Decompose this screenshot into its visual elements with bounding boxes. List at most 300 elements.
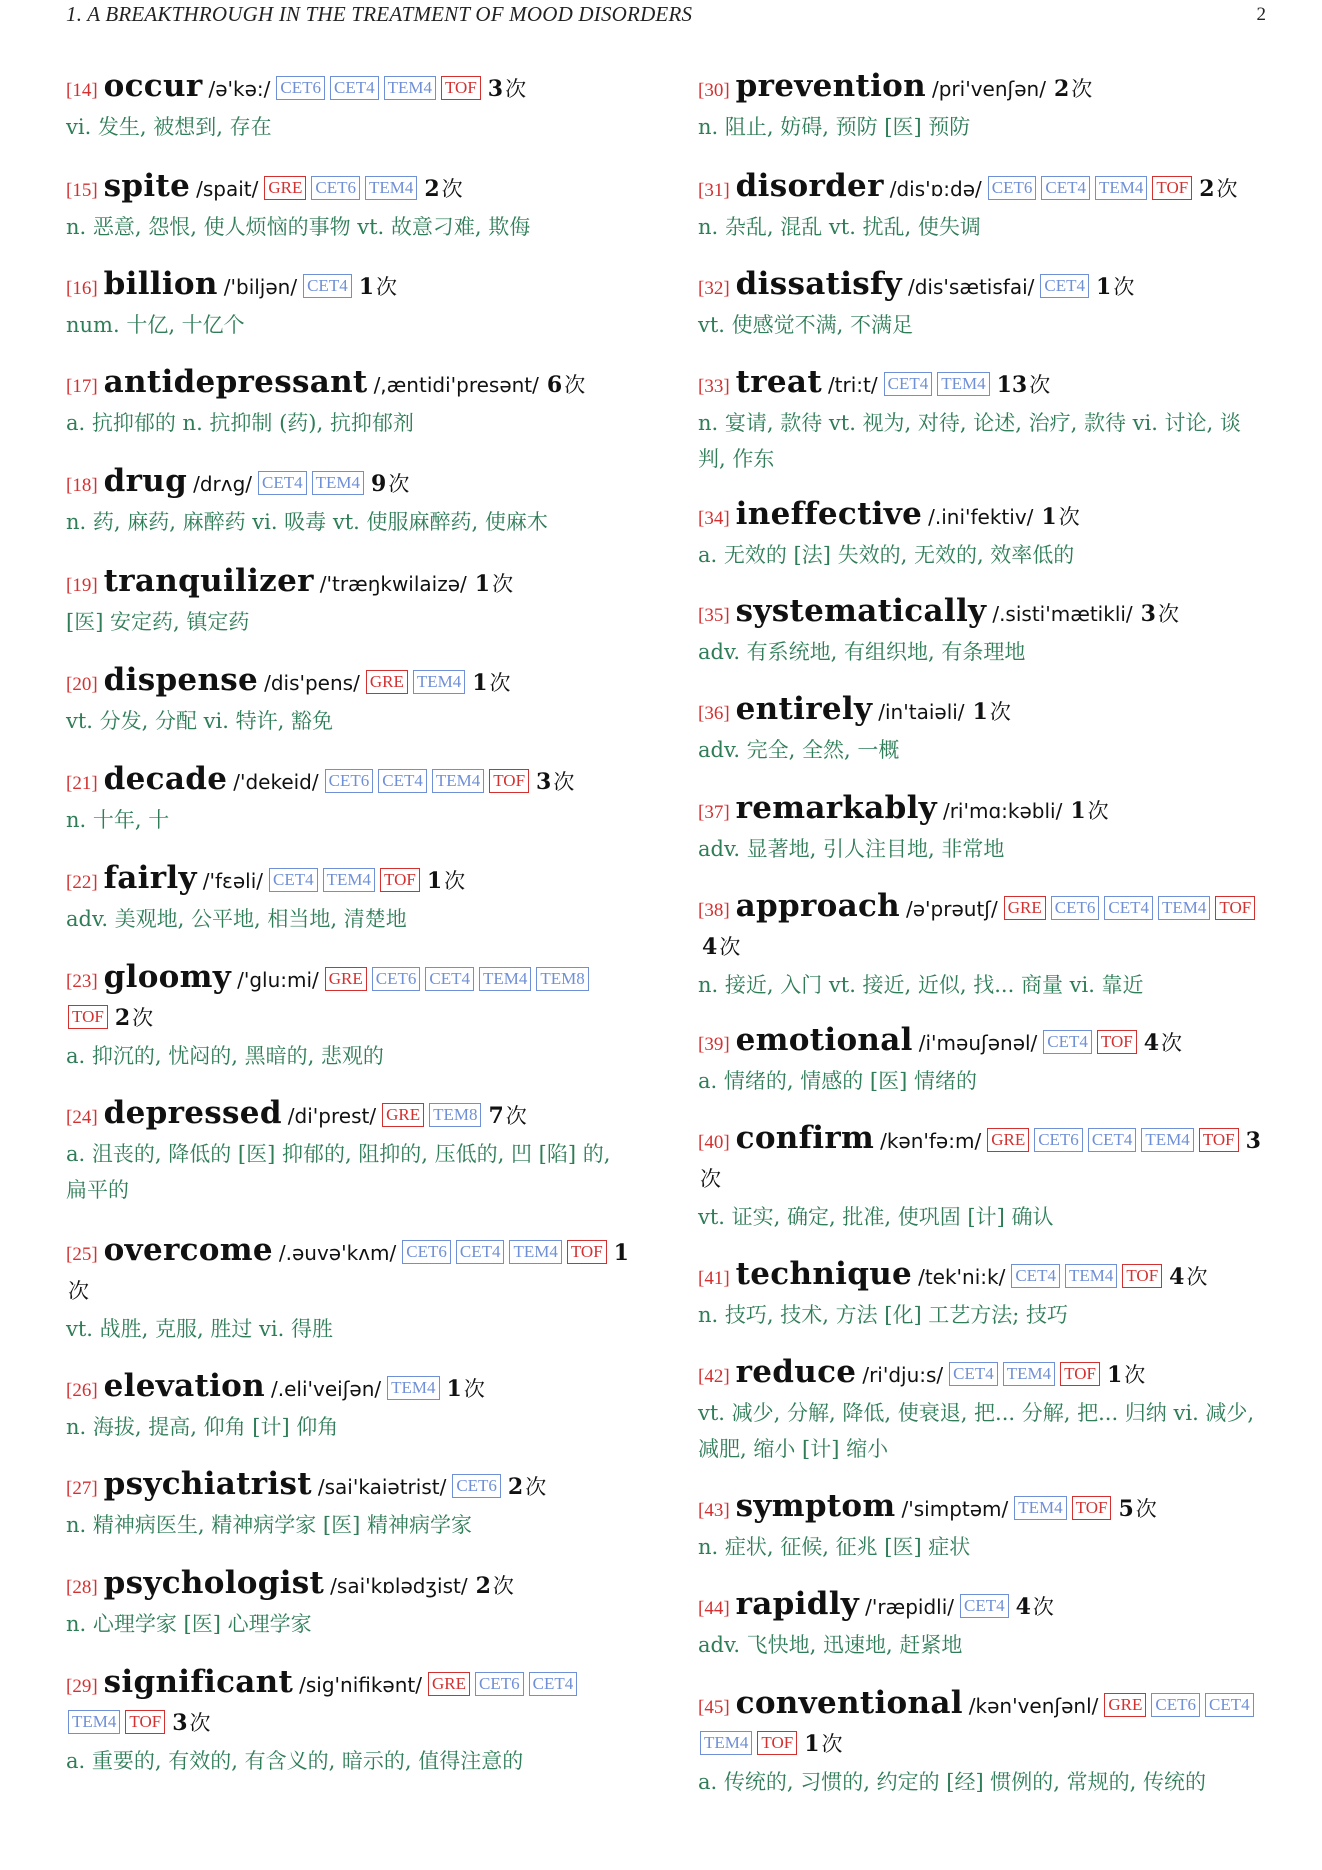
exam-tag: GRE (325, 967, 367, 991)
definition: a. 无效的 [法] 失效的, 无效的, 效率低的 (698, 543, 1075, 567)
entry-number: [28] (66, 1577, 98, 1598)
exam-tag: CET6 (402, 1240, 451, 1264)
phonetic: /kən'fə:m/ (880, 1129, 982, 1153)
entry-headline (698, 1022, 1268, 1063)
headword: decade (103, 761, 228, 797)
exam-tag: GRE (382, 1103, 424, 1127)
entry-number: [35] (698, 605, 730, 626)
definition: vt. 减少, 分解, 降低, 使衰退, 把... 分解, 把... 归纳 vi. 减少, 减肥, 缩小 [计] 缩小 (698, 1401, 1255, 1461)
exam-tag: TEM4 (413, 670, 465, 694)
frequency-count: 1 (446, 1376, 462, 1402)
exam-tag: TOF (1199, 1128, 1239, 1152)
definition: adv. 显著地, 引人注目地, 非常地 (698, 837, 1005, 861)
entry-number: [33] (698, 376, 730, 397)
exam-tag: TOF (1060, 1362, 1100, 1386)
exam-tag: TOF (441, 76, 481, 100)
frequency-unit: 次 (553, 770, 575, 794)
frequency-count: 3 (1245, 1128, 1261, 1154)
vocab-entry (698, 68, 1268, 145)
definition: a. 传统的, 习惯的, 约定的 [经] 惯例的, 常规的, 传统的 (698, 1770, 1207, 1794)
entry-number: [42] (698, 1366, 730, 1387)
entry-number: [25] (66, 1244, 98, 1265)
exam-tag: GRE (366, 670, 408, 694)
headword: overcome (103, 1232, 273, 1268)
exam-tag: GRE (428, 1672, 470, 1696)
vocab-entry (698, 266, 1268, 343)
definition: n. 十年, 十 (66, 808, 170, 832)
page-number: 2 (1256, 4, 1266, 25)
headword: gloomy (103, 959, 232, 995)
phonetic: /drʌg/ (193, 472, 253, 496)
exam-tag: TOF (567, 1240, 607, 1264)
exam-tag: CET6 (1151, 1693, 1200, 1717)
definition: adv. 美观地, 公平地, 相当地, 清楚地 (66, 907, 407, 931)
frequency-unit: 次 (1124, 1363, 1146, 1387)
entry-number: [29] (66, 1676, 98, 1697)
vocab-entry (66, 1565, 636, 1642)
frequency-unit: 次 (189, 1711, 211, 1735)
frequency-count: 7 (488, 1103, 504, 1129)
entry-number: [39] (698, 1034, 730, 1055)
frequency-unit: 次 (132, 1006, 154, 1030)
exam-tag: TEM4 (509, 1240, 561, 1264)
vocab-entry (66, 1664, 636, 1779)
exam-tag: TEM4 (1014, 1496, 1066, 1520)
exam-tag: TEM4 (479, 967, 531, 991)
definition: n. 恶意, 怨恨, 使人烦恼的事物 vt. 故意刁难, 欺侮 (66, 215, 531, 239)
frequency-count: 2 (507, 1474, 524, 1500)
entry-number: [37] (698, 802, 730, 823)
entry-number: [18] (66, 475, 98, 496)
headword: emotional (735, 1022, 913, 1058)
frequency-count: 1 (358, 274, 375, 300)
entry-headline (66, 1232, 636, 1311)
exam-tag: TOF (1152, 176, 1192, 200)
exam-tag: TEM4 (1003, 1362, 1055, 1386)
definition: vt. 战胜, 克服, 胜过 vi. 得胜 (66, 1317, 333, 1341)
headword: conventional (735, 1685, 963, 1721)
phonetic: /.sisti'mætikli/ (992, 602, 1133, 626)
vocab-entry (66, 563, 636, 640)
frequency-count: 1 (1070, 798, 1086, 824)
phonetic: /i'məuʃənəl/ (918, 1031, 1038, 1055)
entry-number: [21] (66, 773, 98, 794)
entry-headline (698, 1685, 1268, 1764)
frequency-unit: 次 (1029, 373, 1051, 397)
phonetic: /in'taiəli/ (878, 700, 965, 724)
entry-headline (66, 1565, 636, 1606)
vocab-entry (66, 1466, 636, 1543)
entry-headline (66, 761, 636, 802)
exam-tag: TEM4 (312, 471, 364, 495)
phonetic: /'simptəm/ (901, 1497, 1009, 1521)
frequency-unit: 次 (68, 1279, 89, 1303)
definition: n. 心理学家 [医] 心理学家 (66, 1612, 312, 1636)
phonetic: /'dekeid/ (233, 770, 319, 794)
headword: reduce (735, 1354, 857, 1390)
exam-tag: TEM4 (700, 1731, 752, 1755)
phonetic: /ri'mɑ:kəbli/ (942, 799, 1063, 823)
entry-headline (66, 662, 636, 703)
exam-tag: CET4 (1043, 1030, 1092, 1054)
chapter-title: 1. A BREAKTHROUGH IN THE TREATMENT OF MOOD DISORDERS (66, 2, 693, 26)
frequency-unit: 次 (489, 671, 511, 695)
exam-tag: CET4 (1040, 274, 1089, 298)
entry-headline (698, 1120, 1268, 1199)
phonetic: /'ræpidli/ (865, 1595, 954, 1619)
exam-tag: TOF (1215, 896, 1255, 920)
definition: [医] 安定药, 镇定药 (66, 610, 250, 634)
exam-tag: TEM4 (1158, 896, 1210, 920)
exam-tag: CET4 (949, 1362, 998, 1386)
exam-tag: CET6 (452, 1474, 501, 1498)
definition: vt. 证实, 确定, 批准, 使巩固 [计] 确认 (698, 1205, 1054, 1229)
exam-tag: TEM4 (365, 176, 417, 200)
headword: depressed (103, 1095, 282, 1131)
entry-number: [24] (66, 1107, 98, 1128)
entry-number: [23] (66, 971, 98, 992)
entry-number: [16] (66, 278, 98, 299)
frequency-unit: 次 (1216, 177, 1238, 201)
entry-number: [17] (66, 376, 98, 397)
frequency-unit: 次 (376, 275, 398, 299)
headword: occur (103, 68, 203, 104)
exam-tag: TOF (1072, 1496, 1112, 1520)
headword: dispense (103, 662, 259, 698)
exam-tag: CET4 (1088, 1128, 1137, 1152)
exam-tag: CET4 (378, 769, 427, 793)
vocab-entry (698, 1120, 1268, 1235)
entry-headline (698, 68, 1268, 109)
entry-number: [15] (66, 180, 98, 201)
frequency-count: 3 (487, 76, 504, 102)
frequency-count: 1 (972, 699, 988, 725)
frequency-unit: 次 (441, 177, 463, 201)
frequency-unit: 次 (1161, 1031, 1183, 1055)
exam-tag: GRE (264, 176, 306, 200)
frequency-count: 3 (1140, 601, 1156, 627)
frequency-unit: 次 (525, 1475, 547, 1499)
headword: rapidly (735, 1586, 860, 1622)
headword: ineffective (735, 496, 923, 532)
vocab-entry (66, 68, 636, 145)
frequency-unit: 次 (1071, 77, 1093, 101)
vocab-entry (66, 1095, 636, 1208)
entry-headline (698, 364, 1268, 405)
exam-tag: TEM4 (937, 372, 989, 396)
headword: fairly (103, 860, 197, 896)
entry-headline (66, 68, 636, 109)
definition: n. 阻止, 妨碍, 预防 [医] 预防 (698, 115, 971, 139)
frequency-unit: 次 (505, 1104, 527, 1128)
vocab-entry (698, 888, 1268, 1003)
entry-number: [44] (698, 1598, 730, 1619)
vocab-entry (66, 1368, 636, 1445)
frequency-count: 2 (114, 1005, 131, 1031)
exam-tag: TOF (125, 1710, 165, 1734)
exam-tag: CET6 (1034, 1128, 1083, 1152)
entry-headline (66, 1368, 636, 1409)
exam-tag: CET6 (475, 1672, 524, 1696)
phonetic: /dis'sætisfai/ (908, 275, 1035, 299)
frequency-count: 1 (1096, 274, 1112, 300)
headword: disorder (735, 168, 884, 204)
entry-headline (698, 888, 1268, 967)
entry-headline (66, 860, 636, 901)
headword: entirely (735, 691, 873, 727)
exam-tag: TEM4 (387, 1376, 439, 1400)
frequency-count: 1 (613, 1240, 629, 1266)
frequency-unit: 次 (463, 1377, 485, 1401)
entry-headline (66, 463, 636, 504)
frequency-count: 6 (546, 372, 563, 398)
vocab-entry (698, 1685, 1268, 1800)
frequency-count: 4 (702, 934, 718, 960)
frequency-count: 1 (1041, 504, 1057, 530)
exam-tag: CET4 (269, 868, 318, 892)
exam-tag: CET6 (276, 76, 325, 100)
entry-number: [27] (66, 1478, 98, 1499)
phonetic: /.eli'veiʃən/ (271, 1377, 382, 1401)
phonetic: /.əuvə'kʌm/ (278, 1241, 397, 1265)
headword: remarkably (735, 790, 937, 826)
frequency-unit: 次 (1113, 275, 1135, 299)
phonetic: /'træŋkwilaizə/ (319, 572, 467, 596)
frequency-count: 2 (1053, 76, 1070, 102)
definition: a. 沮丧的, 降低的 [医] 抑郁的, 阻抑的, 压低的, 凹 [陷] 的, 扁平的 (66, 1142, 611, 1202)
vocab-entry (66, 266, 636, 343)
exam-tag: TOF (1097, 1030, 1137, 1054)
vocab-entry (698, 496, 1268, 573)
frequency-unit: 次 (719, 935, 741, 959)
definition: n. 药, 麻药, 麻醉药 vi. 吸毒 vt. 使服麻醉药, 使麻木 (66, 510, 548, 534)
frequency-count: 4 (1169, 1264, 1185, 1290)
frequency-unit: 次 (492, 1574, 514, 1598)
phonetic: /pri'venʃən/ (931, 77, 1046, 101)
vocab-entry (66, 463, 636, 540)
definition: a. 重要的, 有效的, 有含义的, 暗示的, 值得注意的 (66, 1749, 524, 1773)
frequency-unit: 次 (388, 472, 410, 496)
entry-headline (66, 1664, 636, 1743)
entry-headline (698, 1586, 1268, 1627)
vocab-entry (698, 1022, 1268, 1099)
exam-tag: CET4 (529, 1672, 578, 1696)
phonetic: /,æntidi'presənt/ (373, 373, 539, 397)
exam-tag: TEM4 (432, 769, 484, 793)
definition: vi. 发生, 被想到, 存在 (66, 115, 272, 139)
vocab-entry (698, 1488, 1268, 1565)
frequency-unit: 次 (700, 1167, 721, 1191)
headword: approach (735, 888, 901, 924)
exam-tag: TOF (380, 868, 420, 892)
headword: billion (103, 266, 218, 302)
vocab-entry (66, 168, 636, 245)
exam-tag: CET4 (258, 471, 307, 495)
exam-tag: GRE (987, 1128, 1029, 1152)
exam-tag: TOF (757, 1731, 797, 1755)
phonetic: /ə'kə:/ (208, 77, 271, 101)
entry-number: [26] (66, 1380, 98, 1401)
definition: adv. 完全, 全然, 一概 (698, 738, 900, 762)
exam-tag: TEM4 (1095, 176, 1147, 200)
exam-tag: CET4 (884, 372, 933, 396)
phonetic: /kən'venʃənl/ (968, 1694, 1099, 1718)
entry-headline (66, 1466, 636, 1507)
exam-tag: TEM4 (68, 1710, 120, 1734)
headword: treat (735, 364, 822, 400)
vocab-entry (698, 1586, 1268, 1663)
phonetic: /.ini'fektiv/ (928, 505, 1034, 529)
exam-tag: CET4 (1104, 896, 1153, 920)
phonetic: /di'prest/ (287, 1104, 377, 1128)
page-header (66, 0, 1266, 32)
entry-number: [20] (66, 674, 98, 695)
exam-tag: CET6 (372, 967, 421, 991)
entry-headline (66, 364, 636, 405)
headword: spite (103, 168, 191, 204)
exam-tag: CET4 (330, 76, 379, 100)
frequency-count: 1 (426, 868, 443, 894)
entry-headline (698, 593, 1268, 634)
entry-headline (698, 266, 1268, 307)
frequency-count: 5 (1118, 1496, 1134, 1522)
exam-tag: TEM4 (1141, 1128, 1193, 1152)
headword: psychologist (103, 1565, 325, 1601)
exam-tag: CET6 (988, 176, 1037, 200)
frequency-count: 1 (472, 670, 488, 696)
vocab-entry (66, 959, 636, 1074)
entry-number: [45] (698, 1697, 730, 1718)
frequency-count: 1 (1106, 1362, 1123, 1388)
vocab-entry (698, 168, 1268, 245)
frequency-unit: 次 (1186, 1265, 1208, 1289)
frequency-count: 1 (804, 1731, 820, 1757)
definition: n. 技巧, 技术, 方法 [化] 工艺方法; 技巧 (698, 1303, 1069, 1327)
exam-tag: CET4 (1041, 176, 1090, 200)
entry-number: [32] (698, 278, 730, 299)
frequency-unit: 次 (564, 373, 586, 397)
definition: vt. 使感觉不满, 不满足 (698, 313, 914, 337)
entry-headline (698, 691, 1268, 732)
vocab-entry (66, 1232, 636, 1347)
entry-headline (66, 563, 636, 604)
definition: n. 症状, 征候, 征兆 [医] 症状 (698, 1535, 971, 1559)
headword: confirm (735, 1120, 875, 1156)
headword: technique (735, 1256, 913, 1292)
frequency-count: 13 (996, 372, 1028, 398)
definition: n. 杂乱, 混乱 vt. 扰乱, 使失调 (698, 215, 981, 239)
vocab-entry (66, 860, 636, 937)
entry-number: [30] (698, 80, 730, 101)
phonetic: /'glu:mi/ (237, 968, 319, 992)
entry-number: [41] (698, 1268, 730, 1289)
phonetic: /dis'ɒ:də/ (889, 177, 982, 201)
entry-number: [22] (66, 872, 98, 893)
frequency-count: 9 (371, 471, 387, 497)
vocab-entry (698, 691, 1268, 768)
exam-tag: CET4 (425, 967, 474, 991)
vocab-entry (66, 662, 636, 739)
definition: a. 抗抑郁的 n. 抗抑制 (药), 抗抑郁剂 (66, 411, 414, 435)
definition: n. 接近, 入门 vt. 接近, 近似, 找... 商量 vi. 靠近 (698, 973, 1144, 997)
vocab-entry (698, 790, 1268, 867)
exam-tag: CET4 (456, 1240, 505, 1264)
exam-tag: TEM4 (384, 76, 436, 100)
frequency-unit: 次 (1058, 505, 1080, 529)
definition: num. 十亿, 十亿个 (66, 313, 245, 337)
frequency-count: 4 (1015, 1594, 1031, 1620)
headword: psychiatrist (103, 1466, 312, 1502)
definition: n. 海拔, 提高, 仰角 [计] 仰角 (66, 1415, 339, 1439)
entry-number: [31] (698, 180, 730, 201)
entry-headline (66, 959, 636, 1038)
definition: vt. 分发, 分配 vi. 特许, 豁免 (66, 709, 333, 733)
exam-tag: CET6 (1051, 896, 1100, 920)
headword: significant (103, 1664, 294, 1700)
entry-number: [43] (698, 1500, 730, 1521)
frequency-unit: 次 (492, 572, 514, 596)
phonetic: /'fɛəli/ (202, 869, 264, 893)
entry-headline (698, 1354, 1268, 1395)
exam-tag: TEM4 (1065, 1264, 1117, 1288)
vocab-entry (698, 1354, 1268, 1467)
definition: a. 抑沉的, 忧闷的, 黑暗的, 悲观的 (66, 1044, 384, 1068)
phonetic: /ə'prəutʃ/ (906, 897, 998, 921)
vocab-entry (66, 761, 636, 838)
frequency-unit: 次 (1087, 799, 1109, 823)
entry-number: [38] (698, 900, 730, 921)
exam-tag: CET4 (1205, 1693, 1254, 1717)
exam-tag: TEM8 (429, 1103, 481, 1127)
exam-tag: GRE (1004, 896, 1046, 920)
entry-headline (66, 168, 636, 209)
headword: dissatisfy (735, 266, 902, 302)
frequency-unit: 次 (1032, 1595, 1054, 1619)
frequency-count: 2 (1199, 176, 1215, 202)
headword: antidepressant (103, 364, 368, 400)
entry-headline (66, 1095, 636, 1136)
frequency-unit: 次 (505, 77, 527, 101)
definition: adv. 飞快地, 迅速地, 赶紧地 (698, 1633, 963, 1657)
phonetic: /tek'ni:k/ (918, 1265, 1006, 1289)
phonetic: /sai'kaiətrist/ (317, 1475, 447, 1499)
definition: a. 情绪的, 情感的 [医] 情绪的 (698, 1069, 977, 1093)
frequency-count: 3 (536, 769, 552, 795)
frequency-unit: 次 (821, 1732, 843, 1756)
headword: prevention (735, 68, 926, 104)
frequency-unit: 次 (1135, 1497, 1157, 1521)
entry-headline (698, 168, 1268, 209)
phonetic: /'biljən/ (223, 275, 298, 299)
exam-tag: TOF (1122, 1264, 1162, 1288)
entry-number: [34] (698, 508, 730, 529)
vocab-entry (698, 1256, 1268, 1333)
entry-number: [36] (698, 703, 730, 724)
exam-tag: TEM4 (323, 868, 375, 892)
exam-tag: TOF (68, 1005, 108, 1029)
phonetic: /tri:t/ (827, 373, 878, 397)
frequency-count: 2 (424, 176, 440, 202)
entry-number: [40] (698, 1132, 730, 1153)
entry-headline (66, 266, 636, 307)
headword: systematically (735, 593, 987, 629)
exam-tag: TEM8 (536, 967, 588, 991)
definition: n. 精神病医生, 精神病学家 [医] 精神病学家 (66, 1513, 472, 1537)
exam-tag: GRE (1104, 1693, 1146, 1717)
phonetic: /sai'kɒlədʒist/ (330, 1574, 468, 1598)
frequency-count: 3 (172, 1710, 188, 1736)
exam-tag: CET4 (960, 1594, 1009, 1618)
